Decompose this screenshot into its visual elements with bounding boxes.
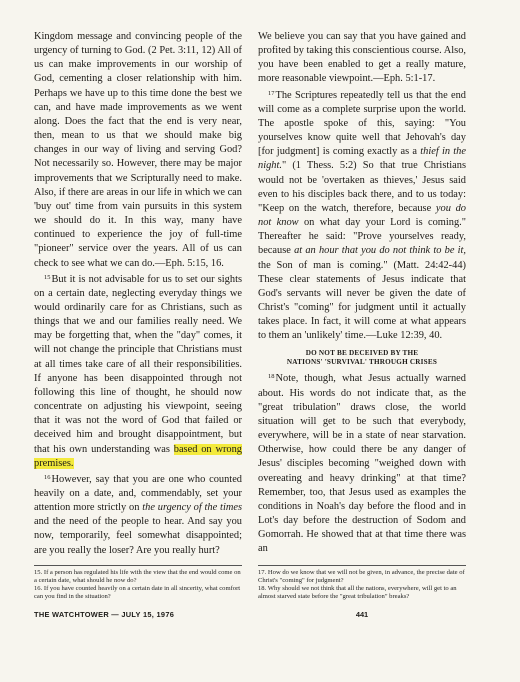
paragraph-text: on what day your Lord is coming." Thereafter he said: "Prove yourselves ready, because [258,217,466,257]
paragraph-text: But it is not advisable for us to set our sights on a certain date, neglecting everyday things we would ordinarily care for as Christians, such as things that we and our families really need. We may be forgetting that, when the "day" comes, it will not change the principle that Christians must at all times take care of all their responsibilities. If anyone has been disappointed through not following this line of thought, he should now concentrate on adjusting his viewpoint, seeing that it was not the word of God that failed or deceived him and brought disappointment, but that his own understanding was [34,273,242,455]
paragraph-text: Kingdom message and convincing people of the urgency of turning to God. (2 Pet. 3:11, 12) All of us can make improvements in our worship of God, cementing a closer relationship with him. Perhaps we have up to this time done the best we can, and have made improvements as we went along. Does the fact that the end is very near, then, mean to us that we should make big changes in our way of living and serving God? Not necessarily so. However, there may be major improvements that we Scripturally need to make. Also, if there are areas in our life in which we can 'buy out' time from vain pursuits in this system we should do it. In this way, many have continued to experience the joy of full-time "pioneer" service over the years. All of us can check to see what we can do.—Eph. 5:15, 16. [34,31,242,269]
paragraph-16 [34,471,242,558]
paragraph-text: and the need of the people to hear. And say you now, temporarily, feel somewhat disappointed; are you really the loser? Are you really hurt? [34,516,242,556]
paragraph-text: " (1 Thess. 5:2) So that true Christians would not be 'overtaken as thieves,' Jesus said even to his disciples back there, and to us today: "Keep on the watch, therefore, because [258,160,466,214]
paragraph-number: 18 [268,373,275,381]
paragraph-15 [34,271,242,471]
emphasis-text: at an hour that you do not think to be it, [294,245,466,257]
study-question: 17. How do we know that we will not be given, in advance, the precise date of Christ's "coming" for judgment? [258,569,465,584]
paragraph-continued [34,30,242,271]
study-question: 15. If a person has regulated his life with the view that the end would come on a certain date, what should he now do? [34,569,241,584]
paragraph-number: 15 [44,273,51,281]
paragraph-18 [258,370,466,556]
questions-divider-left [34,565,242,566]
study-questions-right [258,569,466,601]
study-question: 16. If you have counted heavily on a certain date in all sincerity, what comfort can you find in the situation? [34,585,241,600]
paragraph-text: However, say that you are one who counted heavily on a date, and, commendably, set your attention more strictly on [34,473,242,514]
study-question: 18. Why should we not think that all the nations, everywhere, will get to an almost starved state before the "great tribulation" breaks? [258,585,457,600]
section-subheading [258,349,466,367]
emphasis-text: you do not know [258,202,466,229]
paragraph-continued [258,30,466,87]
subheading-line: DO NOT BE DECEIVED BY THE [305,349,419,358]
paragraph-text: Note, though, what Jesus actually warned about. His words do not indicate that, as the "great tribulation" draws close, the world situation will get to be such that everybody, everywhere, will be in a state of near starvation. Otherwise, how could there be any danger of Jesus' disciples becoming "weighed down with overeating and heavy drinking" at that time? Remember, too, that Jesus used as examples the conditions in Noah's day before the flood and in Lot's day before the destruction of Sodom and Gomorrah. He showed that at that time there was an [258,373,466,555]
paragraph-text: the Son of man is coming." (Matt. 24:42-44) These clear statements of Jesus indicate that God's servants will never be given the date of Christ's "coming" for judgment until it actually takes place. In fact, it will come at what appears to them an 'unlikely' time.—Luke 12:39, 40. [258,259,466,342]
page-number: 441 [355,610,369,619]
subheading-line: NATIONS' 'SURVIVAL' THROUGH CRISES [286,358,438,367]
publication-footer: THE WATCHTOWER — JULY 15, 1976 [34,610,175,619]
paragraph-number: 17 [268,89,275,97]
paragraph-text: We believe you can say that you have gained and profited by taking this conscientious course. Also, you have been enabled to get a really mature, more reasonable viewpoint.—Eph. 5:1-17. [258,31,466,85]
questions-divider-right [258,565,466,566]
paragraph-text: The Scriptures repeatedly tell us that the end will come as a complete surprise upon the world. The apostle spoke of this, saying: "You yourselves know quite well that Jehovah's day [for judgment] is coming exactly as a [258,89,466,158]
highlighted-text: based on wrong premises. [34,443,242,469]
paragraph-number: 16 [44,473,51,481]
right-column [258,30,466,556]
study-questions-left [34,569,242,601]
paragraph-17 [258,87,466,344]
emphasis-text: thief in the night. [258,146,466,172]
left-column [34,30,242,558]
emphasis-text: the urgency of the times [142,502,242,514]
